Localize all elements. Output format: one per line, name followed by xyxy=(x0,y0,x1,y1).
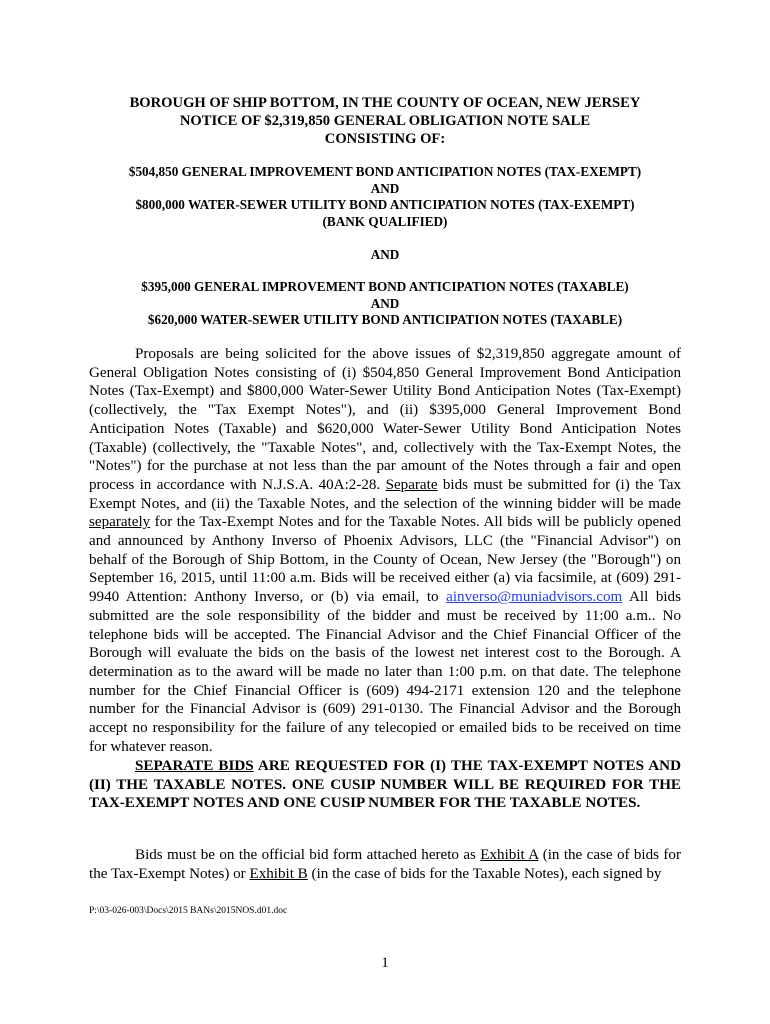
taxable-general-improvement-line: $395,000 GENERAL IMPROVEMENT BOND ANTICIPATION NOTES (TAXABLE) xyxy=(141,279,629,294)
heading-line-notice: NOTICE OF $2,319,850 GENERAL OBLIGATION NOTE SALE xyxy=(179,113,591,129)
notice-heading xyxy=(90,94,680,148)
separate-bids-text: ARE REQUESTED FOR (I) THE TAX-EXEMPT NOTES AND (II) THE TAXABLE NOTES. ONE CUSIP NUMBER WILL BE REQUIRED FOR THE TAX-EXEMPT NOTES AND ONE CUSIP NUMBER FOR THE TAXABLE NOTES. xyxy=(89,758,681,812)
separate-bids-paragraph xyxy=(89,757,681,813)
separate-word: Separate xyxy=(385,476,438,493)
heading-line-borough: BOROUGH OF SHIP BOTTOM, IN THE COUNTY OF OCEAN, NEW JERSEY xyxy=(129,95,641,111)
exhibit-b-reference: Exhibit B xyxy=(249,865,308,882)
taxable-notes-block xyxy=(90,279,680,329)
heading-line-consisting: CONSISTING OF: xyxy=(324,131,446,147)
proposals-text-4: All bids submitted are the sole responsibility of the bidder and must be received by 11:00 a.m.. No telephone bids will be accepted. The Financial Advisor and the Chief Financial Officer of the Borough will evaluate the bids on the basis of the lowest net interest cost to the Borough. A determination as to the award will be made no later than 1:00 p.m. on that date. The telephone number for the Chief Financial Officer is (609) 494-2171 extension 120 and the telephone number for the Financial Advisor is (609) 291-0130. The Financial Advisor and the Borough accept no responsibility for the failure of any telecopied or emailed bids to be received on time for whatever reason. xyxy=(89,589,681,755)
bid-form-text-3: (in the case of bids for the Taxable Notes), each signed by xyxy=(307,865,662,882)
separately-word: separately xyxy=(89,514,151,531)
separator-and: AND xyxy=(370,247,400,262)
taxable-and: AND xyxy=(370,295,400,311)
tax-exempt-water-sewer-line: $800,000 WATER-SEWER UTILITY BOND ANTICIPATION NOTES (TAX-EXEMPT) xyxy=(135,197,635,212)
proposals-text-3: for the Tax-Exempt Notes and for the Taxable Notes. All bids will be publicly opened and announced by Anthony Inverso of Phoenix Advisors, LLC (the "Financial Advisor") on behalf of the Borough of Ship Bottom, in the County of Ocean, New Jersey (the "Borough") on September 16, 2015, until 11:00 a.m. Bids will be received either (a) via facsimile, at (609) 291-9940 Attention: Anthony Inverso, or (b) via email, to xyxy=(89,514,681,606)
bid-form-text-1: Bids must be on the official bid form attached hereto as xyxy=(135,847,481,863)
page-number: 1 xyxy=(381,955,389,971)
proposals-paragraph xyxy=(89,345,681,756)
bank-qualified-line: (BANK QUALIFIED) xyxy=(322,213,448,229)
proposals-text-2: bids must be submitted for (i) the Tax Exempt Notes, and (ii) the Taxable Notes, and the selection of the winning bidder will be made xyxy=(89,476,681,512)
exhibit-a-reference: Exhibit A xyxy=(480,847,539,863)
bid-form-text-2: (in the case of bids for the Tax-Exempt Notes) or xyxy=(89,847,682,882)
tax-exempt-and: AND xyxy=(370,180,400,196)
separate-bids-underlined: SEPARATE BIDS xyxy=(135,758,254,774)
footer-file-path: P:\03-026-003\Docs\2015 BANs\2015NOS.d01.doc xyxy=(89,906,288,916)
tax-exempt-notes-block xyxy=(90,164,680,230)
email-link[interactable]: ainverso@muniadvisors.com xyxy=(446,589,623,606)
proposals-text-1: Proposals are being solicited for the above issues of $2,319,850 aggregate amount of General Obligation Notes consisting of (i) $504,850 General Improvement Bond Anticipation Notes (Tax-Exempt) and $800,000 Water-Sewer Utility Bond Anticipation Notes (Tax-Exempt) (collectively, the "Tax Exempt Notes"), and (ii) $395,000 General Improvement Bond Anticipation Notes (Taxable) and $620,000 Water-Sewer Utility Bond Anticipation Notes (Taxable) (collectively, the "Taxable Notes", and, collectively with the Tax-Exempt Notes, the "Notes") for the purchase at not less than the par amount of the Notes through a fair and open process in accordance with N.J.S.A. 40A:2-28. xyxy=(89,346,681,493)
tax-exempt-general-improvement-line: $504,850 GENERAL IMPROVEMENT BOND ANTICIPATION NOTES (TAX-EXEMPT) xyxy=(128,164,642,179)
bid-form-paragraph xyxy=(89,846,681,883)
taxable-water-sewer-line: $620,000 WATER-SEWER UTILITY BOND ANTICIPATION NOTES (TAXABLE) xyxy=(147,312,623,327)
